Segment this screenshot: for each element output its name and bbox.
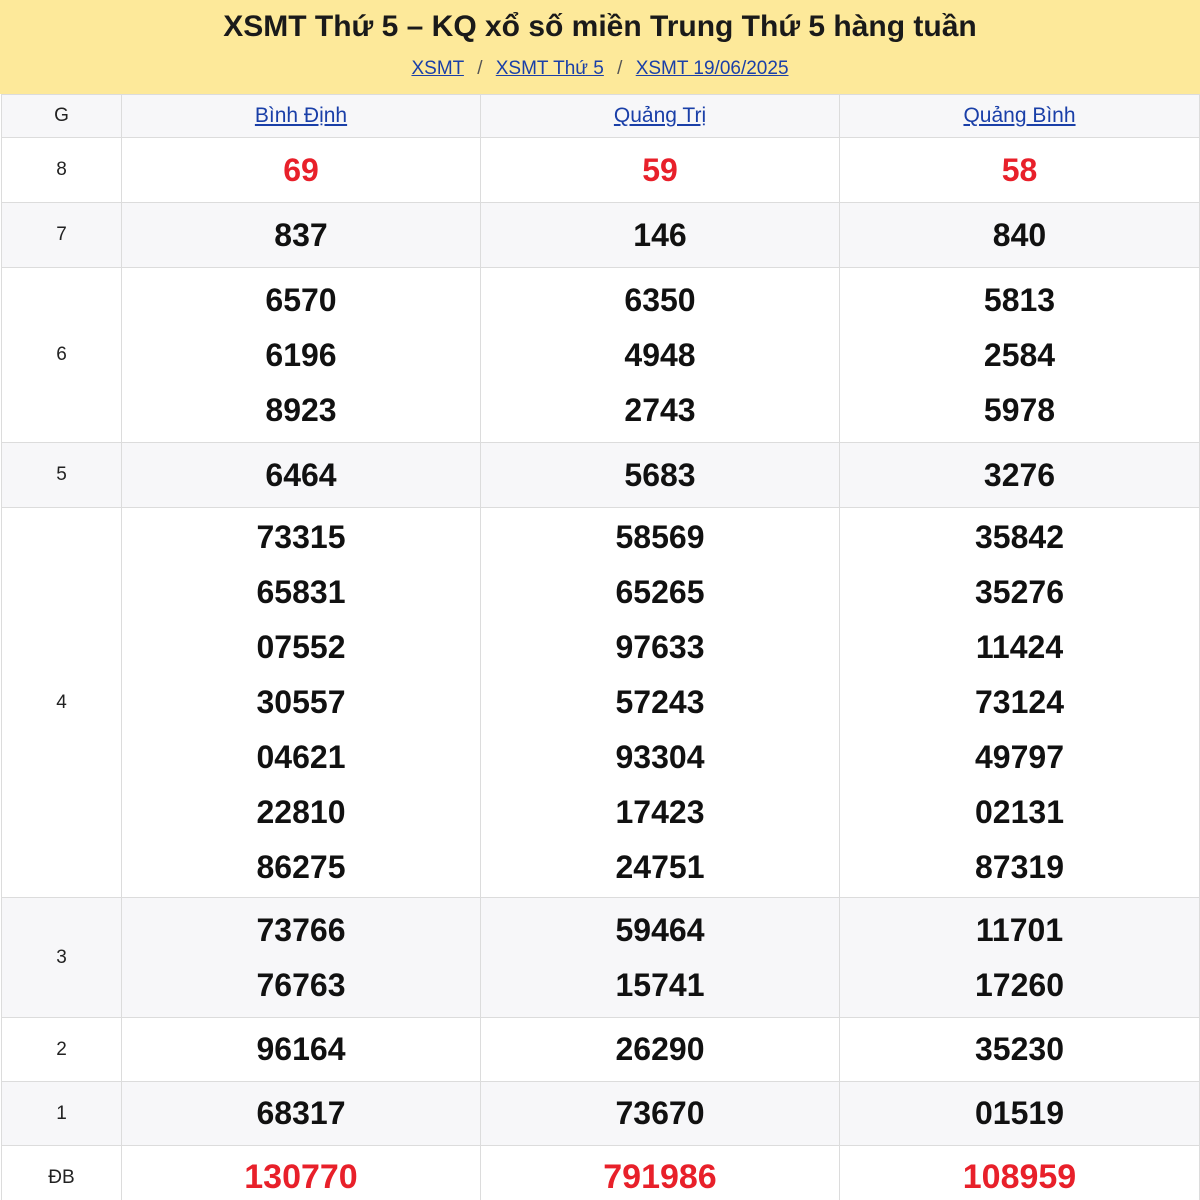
result-number: 73670 (615, 1095, 705, 1131)
result-number: 837 (274, 216, 328, 253)
table-row (2, 203, 1200, 268)
table-row (2, 898, 1200, 1018)
result-number: 65831 (256, 574, 346, 610)
result-cell (122, 508, 481, 898)
result-cell (122, 138, 481, 203)
result-number: 11424 (975, 629, 1064, 665)
table-row (2, 1018, 1200, 1082)
result-cell (481, 1146, 840, 1200)
result-number: 5683 (624, 456, 696, 493)
result-number: 6196 (265, 336, 337, 373)
result-number: 97633 (615, 629, 705, 665)
table-row (2, 268, 1200, 443)
result-number: 01519 (975, 1095, 1064, 1131)
result-number: 130770 (244, 1158, 358, 1196)
results-table (1, 94, 1200, 1200)
result-cell (840, 268, 1200, 443)
result-number: 02131 (975, 794, 1064, 830)
table-row (2, 138, 1200, 203)
result-number: 17423 (615, 794, 705, 830)
result-cell (122, 268, 481, 443)
result-cell (481, 508, 840, 898)
table-row (2, 1082, 1200, 1146)
result-number: 22810 (256, 794, 346, 830)
table-row (2, 1146, 1200, 1200)
result-number: 6570 (265, 281, 337, 318)
result-number: 58 (1001, 151, 1038, 188)
result-number: 69 (283, 151, 319, 188)
result-cell (840, 1082, 1200, 1146)
result-cell (481, 1018, 840, 1082)
breadcrumb-link-xsmt-thu-5[interactable]: XSMT Thứ 5 (495, 58, 604, 79)
prize-label: 5 (2, 443, 122, 508)
result-number: 2743 (624, 391, 696, 428)
result-number: 73315 (256, 519, 346, 555)
province-header-quang-binh (840, 95, 1200, 138)
breadcrumb-link-xsmt[interactable]: XSMT (411, 58, 464, 79)
result-number: 30557 (256, 684, 346, 720)
result-number: 35276 (975, 574, 1064, 610)
result-number: 791986 (603, 1158, 717, 1196)
result-number: 2584 (983, 336, 1056, 373)
result-number: 96164 (256, 1031, 346, 1067)
table-row (2, 443, 1200, 508)
table-header-row (2, 95, 1200, 138)
result-number: 146 (633, 216, 687, 253)
prize-label: 7 (2, 203, 122, 268)
page-header (0, 0, 1200, 94)
result-number: 26290 (615, 1031, 705, 1067)
result-number: 73124 (975, 684, 1064, 720)
result-number: 73766 (256, 911, 346, 948)
result-cell (481, 268, 840, 443)
prize-label: ĐB (2, 1146, 122, 1200)
prize-label: 3 (2, 898, 122, 1018)
result-cell (840, 203, 1200, 268)
result-cell (481, 443, 840, 508)
result-cell (840, 508, 1200, 898)
result-number: 24751 (615, 849, 705, 885)
prize-label: 4 (2, 508, 122, 898)
result-number: 17260 (975, 966, 1064, 1003)
result-number: 07552 (256, 629, 346, 665)
province-link-binh-dinh[interactable]: Bình Định (254, 104, 348, 127)
result-number: 58569 (615, 519, 705, 555)
province-header-binh-dinh (122, 95, 481, 138)
province-header-quang-tri (481, 95, 840, 138)
result-number: 59464 (615, 911, 705, 948)
result-cell (122, 1146, 481, 1200)
prize-column-header: G (2, 95, 122, 138)
result-cell (840, 1018, 1200, 1082)
result-number: 11701 (975, 911, 1064, 948)
result-number: 4948 (624, 336, 696, 373)
result-number: 87319 (975, 849, 1064, 885)
prize-label: 1 (2, 1082, 122, 1146)
result-number: 35230 (975, 1031, 1064, 1067)
result-number: 57243 (615, 684, 705, 720)
result-cell (122, 1082, 481, 1146)
prize-label: 6 (2, 268, 122, 443)
result-number: 840 (992, 216, 1047, 253)
breadcrumb-separator: / (617, 58, 623, 79)
breadcrumb-link-xsmt-date[interactable]: XSMT 19/06/2025 (635, 58, 789, 79)
table-row (2, 508, 1200, 898)
result-cell (481, 138, 840, 203)
result-number: 3276 (983, 456, 1056, 493)
province-link-quang-tri[interactable]: Quảng Trị (613, 104, 707, 127)
result-cell (481, 1082, 840, 1146)
result-number: 76763 (256, 966, 346, 1003)
result-cell (840, 443, 1200, 508)
result-number: 35842 (975, 519, 1064, 555)
result-number: 108959 (962, 1158, 1077, 1196)
result-cell (481, 203, 840, 268)
result-number: 68317 (256, 1095, 346, 1131)
result-cell (481, 898, 840, 1018)
prize-rows (2, 138, 1200, 1200)
result-number: 6464 (265, 456, 337, 493)
prize-label: 2 (2, 1018, 122, 1082)
result-number: 49797 (975, 739, 1064, 775)
result-number: 04621 (256, 739, 346, 775)
result-cell (122, 443, 481, 508)
result-cell (122, 203, 481, 268)
result-cell (840, 898, 1200, 1018)
result-cell (122, 898, 481, 1018)
result-number: 59 (642, 151, 678, 188)
province-link-quang-binh[interactable]: Quảng Bình (963, 104, 1076, 127)
result-cell (840, 1146, 1200, 1200)
result-number: 93304 (615, 739, 705, 775)
result-number: 6350 (624, 281, 696, 318)
breadcrumb (0, 57, 1200, 81)
result-number: 86275 (256, 849, 346, 885)
result-cell (122, 1018, 481, 1082)
prize-label: 8 (2, 138, 122, 203)
breadcrumb-separator: / (477, 58, 483, 79)
result-number: 8923 (265, 391, 337, 428)
result-number: 15741 (615, 966, 705, 1003)
result-cell (840, 138, 1200, 203)
result-number: 5978 (983, 391, 1056, 428)
page-title: XSMT Thứ 5 – KQ xổ số miền Trung Thứ 5 hàng tuần (223, 10, 977, 43)
result-number: 65265 (615, 574, 705, 610)
result-number: 5813 (983, 281, 1056, 318)
